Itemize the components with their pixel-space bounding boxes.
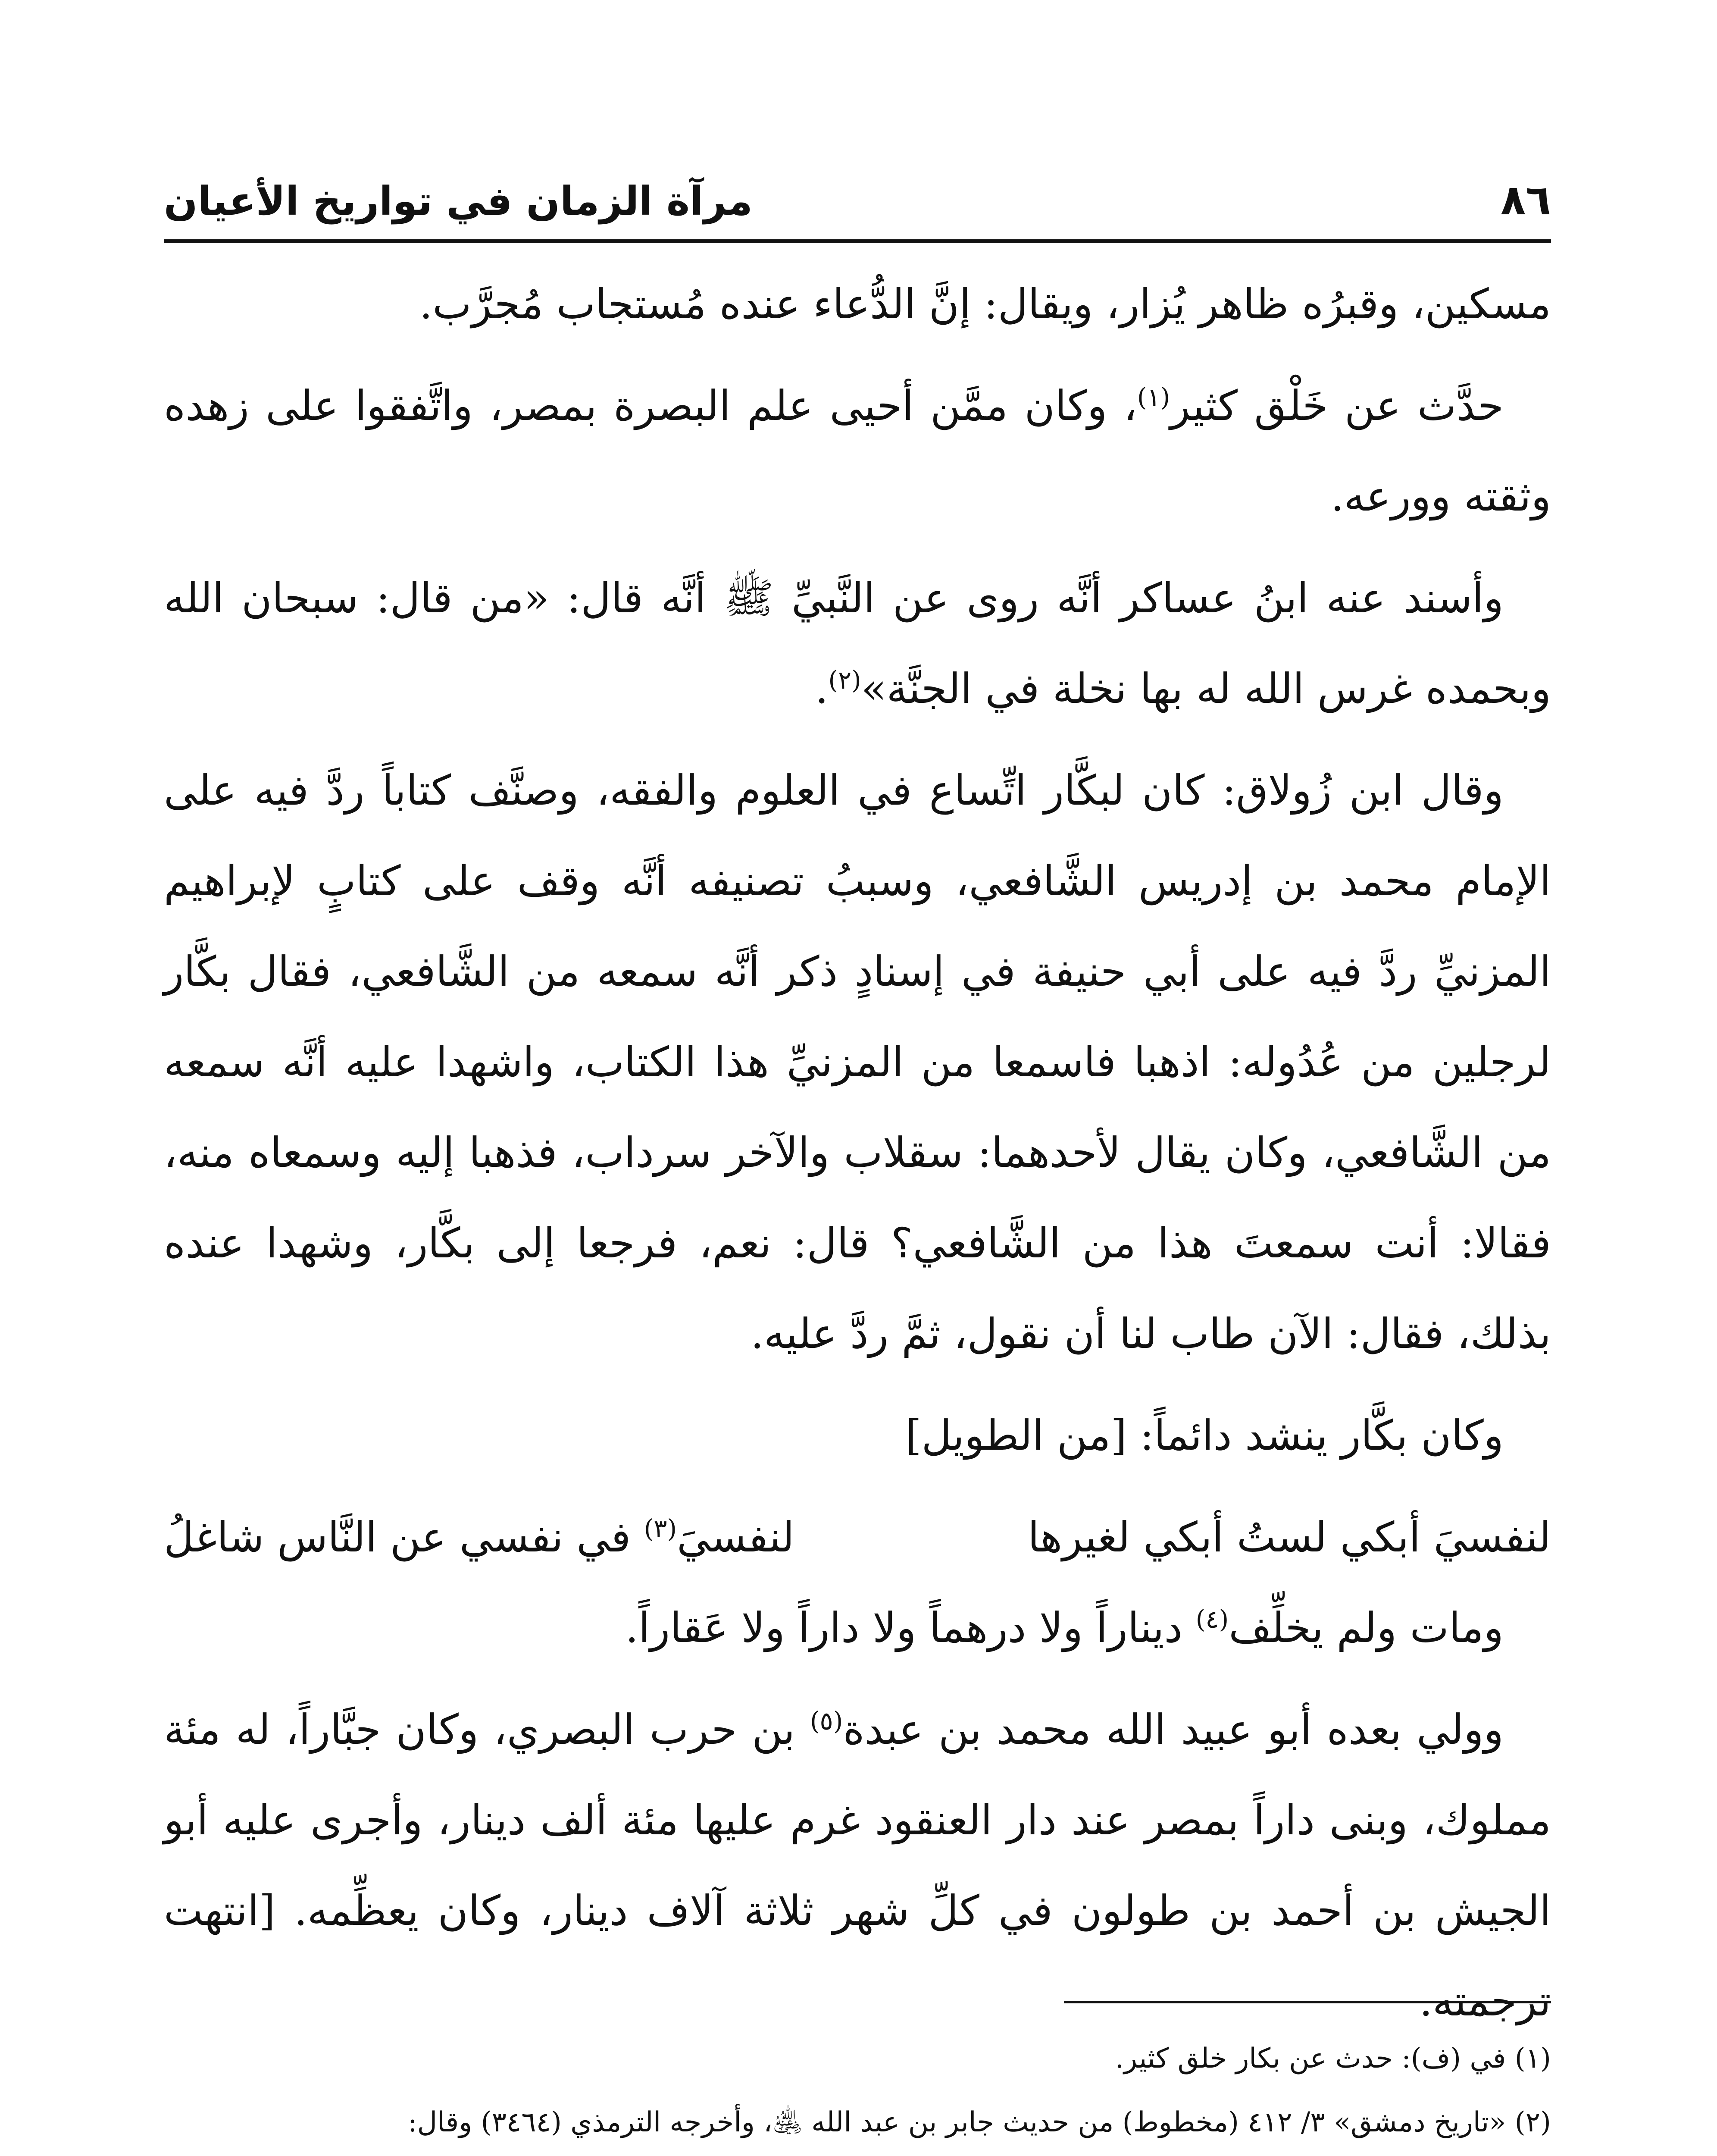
verse-hemistich-second: لنفسيَ$^{(٣)}$ في نفسي عن النَّاس شاغلُ: [164, 1513, 794, 1561]
running-header: [164, 155, 1551, 224]
paragraph: وكان بكَّار ينشد دائماً: [من الطويل]: [905, 1411, 1504, 1460]
paragraph: وقال ابن زُولاق: كان لبكَّار اتِّساع في العلوم والفقه، وصنَّف كتاباً ردَّ فيه على الإمام محمد بن إدريس الشَّافعي، وسببُ تصنيفه أنَّه وقف على كتابٍ لإبراهيم المزنيِّ ردَّ فيه على أبي حنيفة في إسنادٍ ذكر أنَّه سمعه من الشَّافعي، فقال بكَّار لرجلين من عُدُوله: اذهبا فاسمعا من المزنيِّ هذا الكتاب، واشهدا عليه أنَّه سمعه من الشَّافعي، وكان يقال لأحدهما: سقلاب والآخر سرداب، فذهبا إليه وسمعاه منه، فقالا: أنت سمعتَ هذا من الشَّافعي؟ قال: نعم، فرجعا إلى بكَّار، وشهدا عنده بذلك، فقال: الآن طاب لنا أن نقول، ثمَّ ردَّ عليه.: [164, 766, 1551, 1358]
footnote-ref: (١): [1137, 382, 1170, 412]
footnote: (١) في (ف): حدث عن بكار خلق كثير.: [1115, 2043, 1551, 2075]
footnote-rule: [1064, 2001, 1551, 2003]
header-rule: [164, 239, 1551, 243]
paragraph: مسكين، وقبرُه ظاهر يُزار، ويقال: إنَّ الدُّعاء عنده مُستجاب مُجرَّب.: [419, 280, 1551, 328]
footnote: (٢) «تاريخ دمشق» ٣/ ٤١٢ (مخطوط) من حديث جابر بن عبد الله ﵁، وأخرجه الترمذي (٣٤٦٤) وقال:: [164, 2095, 1551, 2156]
footnote-ref: (٤): [1195, 1604, 1229, 1634]
book-title: مرآة الزمان في تواريخ الأعيان: [164, 178, 753, 224]
paragraph: حدَّث عن خَلْق كثير$^{(١)}$، وكان ممَّن أحيى علم البصرة بمصر، واتَّفقوا على زهده وثقته وورعه.: [164, 382, 1551, 520]
page-number: ٨٦: [1500, 176, 1551, 224]
main-text: [164, 259, 1551, 2058]
verse-hemistich-first: لنفسيَ أبكي لستُ أبكي لغيرها: [1028, 1513, 1551, 1561]
footnote-ref: (٥): [810, 1706, 843, 1736]
paragraph: وولي بعده أبو عبيد الله محمد بن عبدة$^{(٥)}$ بن حرب البصري، وكان جبَّاراً، له مئة مملوك، وبنى داراً بمصر عند دار العنقود غرم عليها مئة ألف دينار، وأجرى عليه أبو الجيش بن أحمد بن طولون في كلِّ شهر ثلاثة آلاف دينار، وكان يعظِّمه. [انتهت ترجمته.: [164, 1705, 1551, 2025]
paragraph: ومات ولم يخلِّف$^{(٤)}$ ديناراً ولا درهماً ولا داراً ولا عَقاراً.: [625, 1604, 1504, 1652]
footnote-ref: (٢): [828, 665, 861, 695]
footnote-ref: (٣): [644, 1514, 677, 1543]
footnote-continuation: [164, 2150, 1551, 2156]
paragraph: وأسند عنه ابنُ عساكر أنَّه روى عن النَّبيِّ ﷺ أنَّه قال: «من قال: سبحان الله وبحمده غرس الله له بها نخلة في الجنَّة»$^{(٢)}$.: [164, 574, 1551, 713]
poem-verse: [164, 1492, 1551, 1583]
footnotes: [164, 2031, 1551, 2156]
